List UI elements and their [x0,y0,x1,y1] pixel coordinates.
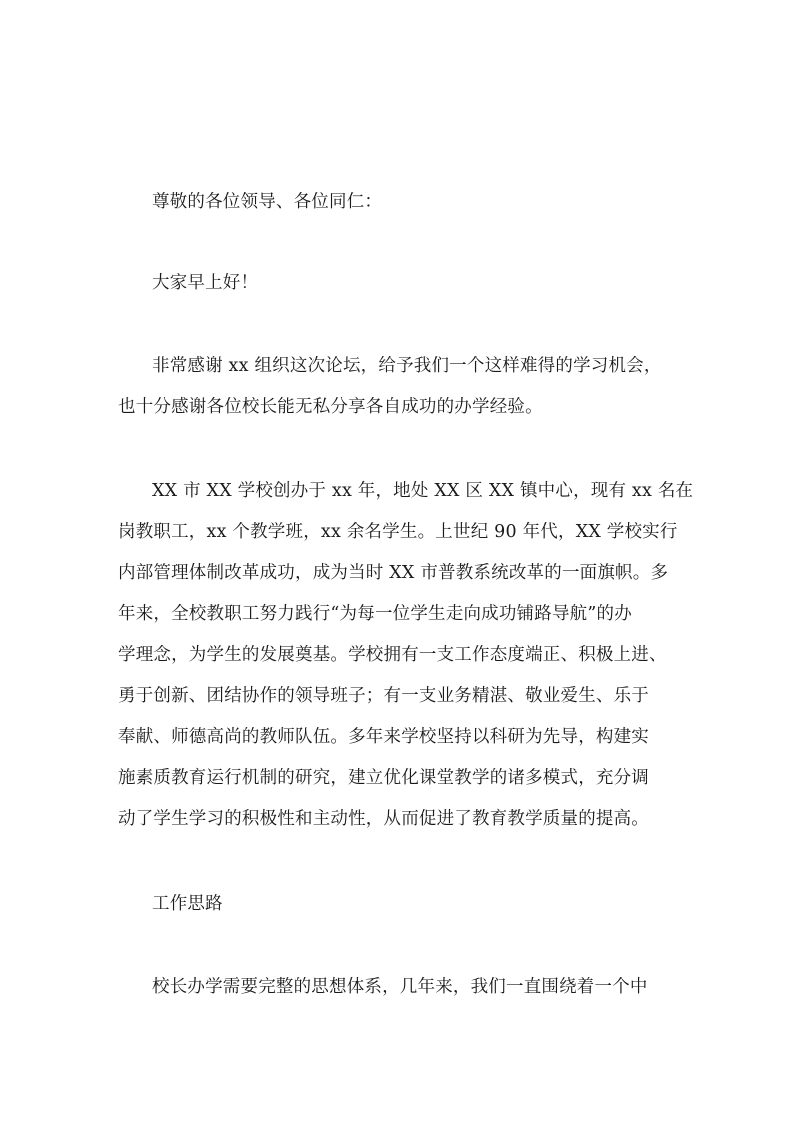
closing-line: 校长办学需要完整的思想体系，几年来，我们一直围绕着一个中 [152,977,648,997]
paragraph-line: 非常感谢 xx 组织这次论坛，给予我们一个这样难得的学习机会， [152,356,662,376]
paragraph-line: 施素质教育运行机制的研究，建立优化课堂教学的诸多模式，充分调 [118,768,649,788]
paragraph-line: 奉献、师德高尚的教师队伍。多年来学校坚持以科研为先导，构建实 [118,727,649,747]
greeting-line: 尊敬的各位领导、各位同仁： [152,192,383,212]
salutation-line: 大家早上好！ [152,273,259,293]
paragraph-line: 内部管理体制改革成功，成为当时 XX 市普教系统改革的一面旗帜。多 [118,563,669,583]
paragraph-line: XX 市 XX 学校创办于 xx 年，地处 XX 区 XX 镇中心，现有 xx 名在 [152,481,694,501]
paragraph-line: 也十分感谢各位校长能无私分享各自成功的办学经验。 [118,397,543,417]
paragraph-line: 岗教职工，xx 个教学班，xx 余名学生。上世纪 90 年代，XX 学校实行 [118,522,678,542]
section-heading: 工作思路 [152,894,223,914]
paragraph-line: 学理念，为学生的发展奠基。学校拥有一支工作态度端正、积极上进、 [118,645,667,665]
paragraph-line: 动了学生学习的积极性和主动性，从而促进了教育教学质量的提高。 [118,809,649,829]
paragraph-line: 勇于创新、团结协作的领导班子；有一支业务精湛、敬业爱生、乐于 [118,686,649,706]
paragraph-line: 年来，全校教职工努力践行“为每一位学生走向成功铺路导航”的办 [118,604,632,624]
